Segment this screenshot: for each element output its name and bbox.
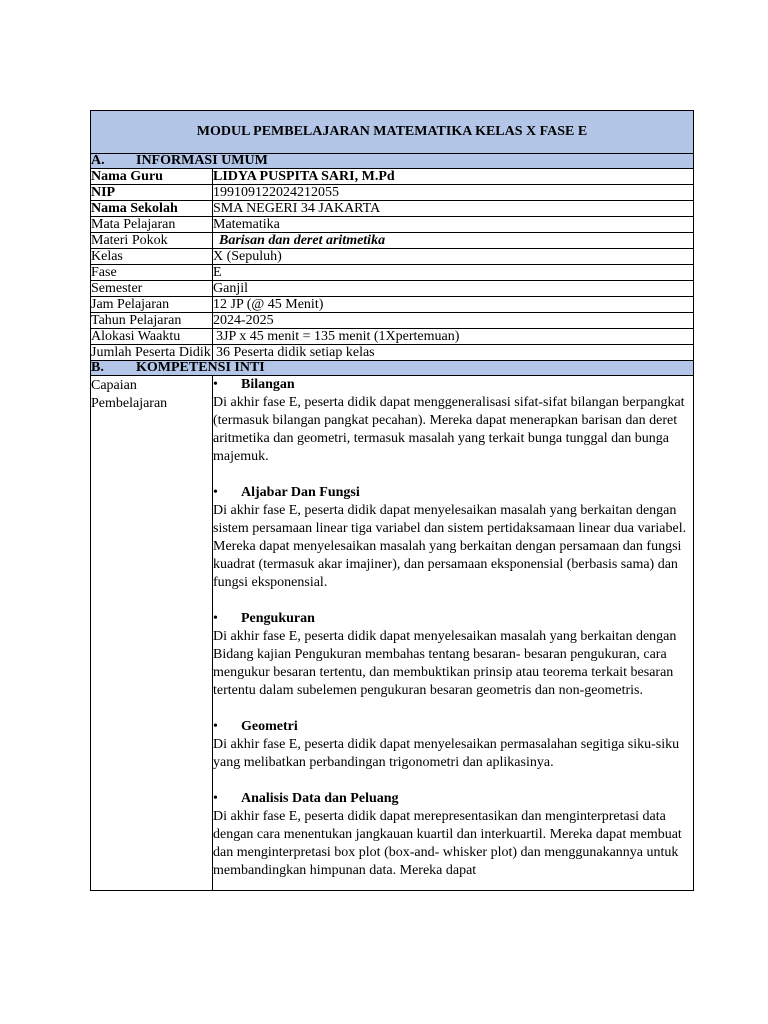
bullet-text: Di akhir fase E, peserta didik dapat merepresentasikan dan menginterpretasi data dengan cara menentukan jangkauan kuartil dan interkuartil. Mereka dapat membuat dan menginterpretasi box plot (box-and- whisker plot) dan menggunakannya untuk membandingkan himpunan data. Mereka dapat <box>213 809 682 878</box>
info-value: 36 Peserta didik setiap kelas <box>216 345 375 360</box>
info-row-phase <box>91 264 693 280</box>
info-value: SMA NEGERI 34 JAKARTA <box>213 201 381 216</box>
learning-outcomes-content <box>213 376 693 890</box>
info-label: Jam Pelajaran <box>91 297 213 312</box>
info-row-time-allocation <box>91 328 693 344</box>
info-label: Nama Guru <box>91 169 213 184</box>
bullet-heading <box>213 484 689 502</box>
bullet-icon: • <box>213 377 218 392</box>
document-title: MODUL PEMBELAJARAN MATEMATIKA KELAS X FASE E <box>91 111 693 153</box>
bullet-heading-text: Aljabar Dan Fungsi <box>241 485 360 500</box>
bullet-icon: • <box>213 485 218 500</box>
info-label: Semester <box>91 281 213 296</box>
section-b-header <box>91 360 693 375</box>
learning-outcomes-row <box>91 375 693 890</box>
info-row-students <box>91 344 693 360</box>
bullet-heading-text: Pengukuran <box>241 611 315 626</box>
bullet-icon: • <box>213 719 218 734</box>
info-value: Barisan dan deret aritmetika <box>219 233 386 248</box>
info-row-year <box>91 312 693 328</box>
info-value: 2024-2025 <box>213 313 274 328</box>
info-label: Tahun Pelajaran <box>91 313 213 328</box>
bullet-icon: • <box>213 791 218 806</box>
info-label: Jumlah Peserta Didik <box>91 345 213 360</box>
info-value: Matematika <box>213 217 280 232</box>
info-label: Nama Sekolah <box>91 201 213 216</box>
bullet-text: Di akhir fase E, peserta didik dapat menyelesaikan masalah yang berkaitan dengan sistem persamaan linear tiga variabel dan sistem pertidaksamaan linear dua variabel. Mereka dapat menyelesaikan masalah yang berkaitan dengan persamaan dan fungsi kuadrat (termasuk akar imajiner), dan persamaan eksponensial (berbasis sama) dan fungsi eksponensial. <box>213 503 687 590</box>
bullet-icon: • <box>213 611 218 626</box>
bullet-heading-text: Geometri <box>241 719 298 734</box>
info-value: 199109122024212055 <box>213 185 339 200</box>
info-value: LIDYA PUSPITA SARI, M.Pd <box>213 169 395 184</box>
bullet-heading <box>213 790 689 808</box>
info-row-hours <box>91 296 693 312</box>
info-row-subject <box>91 216 693 232</box>
info-value: Ganjil <box>213 281 248 296</box>
module-table <box>90 110 694 891</box>
info-label: Alokasi Waaktu <box>91 329 213 344</box>
bullet-heading <box>213 376 689 394</box>
info-label: Fase <box>91 265 213 280</box>
bullet-text: Di akhir fase E, peserta didik dapat menggeneralisasi sifat-sifat bilangan berpangkat (termasuk bilangan pangkat pecahan). Mereka dapat menerapkan barisan dan deret aritmetika dan geometri, termasuk masalah yang terkait bunga tunggal dan bunga majemuk. <box>213 395 685 464</box>
section-a-letter: A. <box>91 153 105 168</box>
bullet-heading-text: Analisis Data dan Peluang <box>241 791 399 806</box>
section-b-letter: B. <box>91 360 104 375</box>
bullet-text: Di akhir fase E, peserta didik dapat menyelesaikan permasalahan segitiga siku-siku yang melibatkan perbandingan trigonometri dan aplikasinya. <box>213 737 680 770</box>
info-label: NIP <box>91 185 213 200</box>
bullet-text: Di akhir fase E, peserta didik dapat menyelesaikan masalah yang berkaitan dengan Bidang kajian Pengukuran membahas tentang besaran- besaran pengukuran, cara mengukur besaran tertentu, dan membuktikan prinsip atau teorema terkait besaran tertentu dalam subelemen pengukuran besaran geometris dan non-geometris. <box>213 629 677 698</box>
info-label: Kelas <box>91 249 213 264</box>
info-value: X (Sepuluh) <box>213 249 282 264</box>
bullet-heading-text: Bilangan <box>241 377 295 392</box>
info-row-nip <box>91 184 693 200</box>
section-a-label: INFORMASI UMUM <box>136 153 268 168</box>
info-row-teacher <box>91 168 693 184</box>
bullet-heading <box>213 718 689 736</box>
info-row-class <box>91 248 693 264</box>
info-value: E <box>213 265 222 280</box>
info-row-topic <box>91 232 693 248</box>
section-b-label: KOMPETENSI INTI <box>136 360 265 375</box>
info-label: Mata Pelajaran <box>91 217 213 232</box>
learning-outcomes-label: Capaian Pembelajaran <box>91 376 213 890</box>
info-value: 3JP x 45 menit = 135 menit (1Xpertemuan) <box>216 329 460 344</box>
info-label: Materi Pokok <box>91 233 213 248</box>
info-row-semester <box>91 280 693 296</box>
bullet-heading <box>213 610 689 628</box>
section-a-header <box>91 153 693 168</box>
info-value: 12 JP (@ 45 Menit) <box>213 297 324 312</box>
info-row-school <box>91 200 693 216</box>
